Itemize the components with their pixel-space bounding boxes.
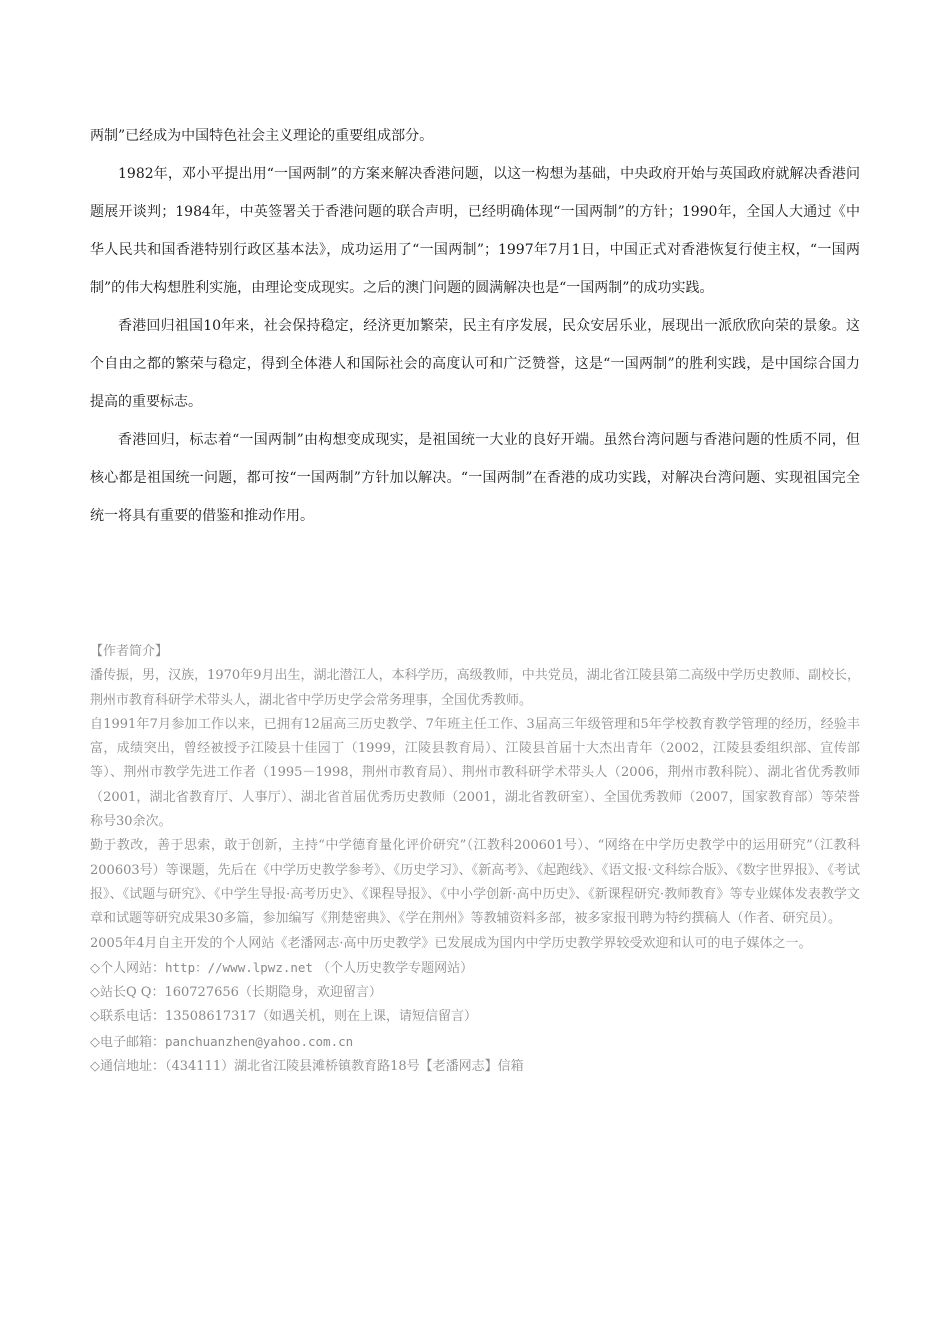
author-profile: [90, 640, 860, 1079]
author-heading: 【作者简介】: [90, 644, 169, 659]
contact-qq: ◇站长Q Q：160727656（长期隐身，欢迎留言）: [90, 985, 382, 1001]
article-paragraph-2: 1982年，邓小平提出用“一国两制”的方案来解决香港问题，以这一构想为基础，中央政府开始与英国政府就解决香港问题展开谈判；1984年，中英签署关于香港问题的联合声明，已经明确体现“一国两制”的方针；1990年，全国人大通过《中华人民共和国香港特别行政区基本法》，成功运用了“一国两制”；1997年7月1日，中国正式对香港恢复行使主权，“一国两制”的伟大构想胜利实施，由理论变成现实。之后的澳门问题的圆满解决也是“一国两制”的成功实践。: [90, 166, 860, 296]
author-research: 勤于教改，善于思索，敢于创新，主持“中学德育量化评价研究”（江教科200601号）、“网络在中学历史教学中的运用研究”（江教科200603号）等课题，先后在《中学历史教学参考》、《历史学习》、《新高考》、《起跑线》、《语文报·文科综合版》、《数字世界报》、《考试报》、《试题与研究》、《中学生导报·高考历史》、《课程导报》、《中小学创新·高中历史》、《新课程研究·教师教育》等专业媒体发表教学文章和试题等研究成果30多篇，参加编写《荆楚密典》、《学在荆州》等教辅资料多部，被多家报刊聘为特约撰稿人（作者、研究员）。: [90, 838, 860, 927]
contact-website-link[interactable]: http：//www.lpwz.net: [165, 959, 313, 975]
author-bio: 潘传振，男，汉族，1970年9月出生，湖北潜江人，本科学历，高级教师，中共党员，湖北省江陵县第二高级中学历史教师、副校长，荆州市教育科研学术带头人，湖北省中学历史学会常务理事，全国优秀教师。: [90, 668, 860, 708]
contact-website-label: ◇个人网站：: [90, 960, 165, 976]
author-career: 自1991年7月参加工作以来，已拥有12届高三历史教学、7年班主任工作、3届高三年级管理和5年学校教育教学管理的经历，经验丰富，成绩突出，曾经被授予江陵县十佳园丁（1999，江陵县教育局）、江陵县首届十大杰出青年（2002，江陵县委组织部、宣传部等）、荆州市教学先进工作者（1995－1998，荆州市教育局）、荆州市教科研学术带头人（2006，荆州市教科院）、湖北省优秀教师（2001，湖北省教育厅、人事厅）、湖北省首届优秀历史教师（2001，湖北省教研室）、全国优秀教师（2007，国家教育部）等荣誉称号30余次。: [90, 716, 860, 830]
article-paragraph-1: 两制”已经成为中国特色社会主义理论的重要组成部分。: [90, 128, 434, 144]
contact-website: [90, 956, 860, 981]
contact-email-label: ◇电子邮箱：: [90, 1034, 165, 1050]
article-paragraph-4: 香港回归，标志着“一国两制”由构想变成现实，是祖国统一大业的良好开端。虽然台湾问题与香港问题的性质不同，但核心都是祖国统一问题，都可按“一国两制”方针加以解决。“一国两制”在香港的成功实践，对解决台湾问题、实现祖国完全统一将具有重要的借鉴和推动作用。: [90, 432, 860, 524]
article-body: [90, 117, 860, 535]
contact-email-link[interactable]: panchuanzhen@yahoo.com.cn: [165, 1033, 354, 1049]
contact-address: ◇通信地址：（434111）湖北省江陵县滩桥镇教育路18号【老潘网志】信箱: [90, 1059, 524, 1075]
contact-email: [90, 1030, 860, 1055]
contact-website-note: （个人历史教学专题网站）: [317, 960, 474, 976]
contact-phone: ◇联系电话：13508617317（如遇关机，则在上课，请短信留言）: [90, 1009, 477, 1025]
author-website-intro: 2005年4月自主开发的个人网站《老潘网志·高中历史教学》已发展成为国内中学历史教学界较受欢迎和认可的电子媒体之一。: [90, 935, 812, 951]
article-paragraph-3: 香港回归祖国10年来，社会保持稳定，经济更加繁荣，民主有序发展，民众安居乐业，展现出一派欣欣向荣的景象。这个自由之都的繁荣与稳定，得到全体港人和国际社会的高度认可和广泛赞誉，这是“一国两制”的胜利实践，是中国综合国力提高的重要标志。: [90, 318, 860, 410]
